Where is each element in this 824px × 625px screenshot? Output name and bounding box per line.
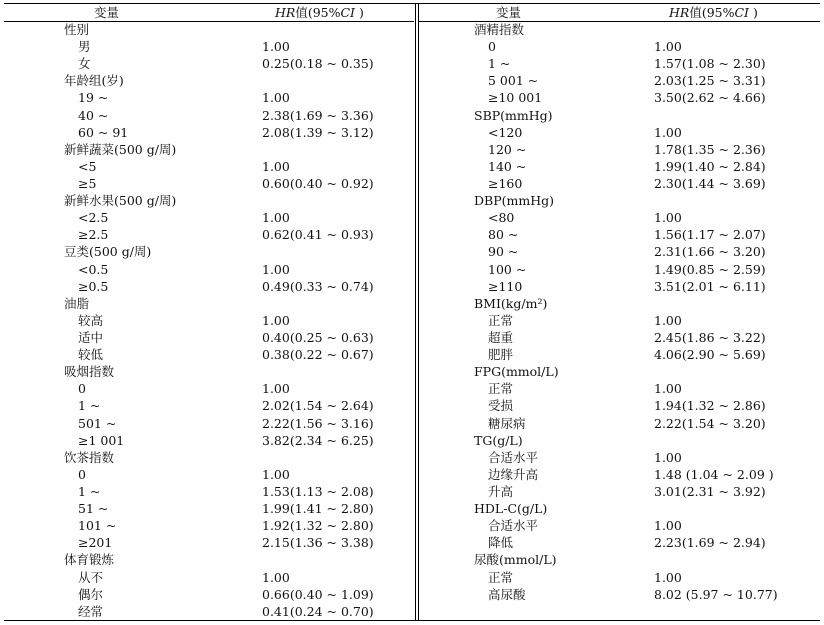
category-label: TG(g/L) [474, 432, 523, 448]
level-label: ≥0.5 [78, 278, 109, 294]
level-label: <5 [78, 158, 97, 174]
level-label: 高尿酸 [488, 586, 526, 602]
level-label: 从不 [78, 569, 104, 585]
level-label: ≥10 001 [488, 90, 543, 106]
level-label: 正常 [488, 381, 514, 397]
level-label: 男 [78, 39, 91, 55]
hr-value: 2.02(1.54 ~ 2.64) [262, 398, 374, 414]
hr-value: 1.56(1.17 ~ 2.07) [654, 227, 766, 243]
hr-value: 2.38(1.69 ~ 3.36) [262, 107, 374, 123]
hr-value: 1.00 [262, 569, 290, 585]
category-label: SBP(mmHg) [474, 107, 553, 123]
level-label: 边缘升高 [488, 466, 539, 482]
hr-value: 1.78(1.35 ~ 2.36) [654, 141, 766, 157]
hr-value: 2.15(1.36 ~ 3.38) [262, 535, 374, 551]
hr-value: 1.92(1.32 ~ 2.80) [262, 518, 374, 534]
category-label: 尿酸(mmol/L) [474, 552, 557, 568]
category-label: 油脂 [64, 295, 90, 311]
header-hr-left: HR值(95%CI ) [275, 5, 364, 20]
level-label: 受损 [488, 398, 514, 414]
header-variable-left: 变量 [94, 5, 120, 20]
level-label: 101 ~ [78, 518, 117, 534]
level-label: 降低 [488, 535, 514, 551]
level-label: <2.5 [78, 210, 109, 226]
category-label: 体育锻炼 [64, 552, 115, 568]
level-label: ≥110 [488, 278, 523, 294]
category-label: 性别 [64, 22, 90, 37]
hr-value: 1.00 [654, 569, 682, 585]
hr-value: 2.31(1.66 ~ 3.20) [654, 244, 766, 260]
hr-value: 1.94(1.32 ~ 2.86) [654, 398, 766, 414]
level-label: 合适水平 [488, 449, 539, 465]
hr-value: 1.48 (1.04 ~ 2.09 ) [654, 466, 774, 482]
hr-value: 0.66(0.40 ~ 1.09) [262, 586, 374, 602]
hr-value: 0.41(0.24 ~ 0.70) [262, 603, 374, 619]
level-label: ≥160 [488, 175, 523, 191]
level-label: 0 [78, 381, 86, 397]
hr-value: 0.25(0.18 ~ 0.35) [262, 56, 374, 72]
level-label: 80 ~ [488, 227, 519, 243]
hr-value: 2.30(1.44 ~ 3.69) [654, 175, 766, 191]
level-label: 1 ~ [78, 398, 101, 414]
hr-value: 2.08(1.39 ~ 3.12) [262, 124, 374, 140]
level-label: 超重 [488, 329, 514, 345]
level-label: ≥1 001 [78, 432, 125, 448]
column-divider [415, 3, 416, 621]
hr-value: 1.00 [654, 312, 682, 328]
hr-value: 3.82(2.34 ~ 6.25) [262, 432, 374, 448]
hr-value: 0.62(0.41 ~ 0.93) [262, 227, 374, 243]
level-label: 40 ~ [78, 107, 109, 123]
bottom-rule [4, 620, 820, 621]
hr-value: 1.99(1.40 ~ 2.84) [654, 158, 766, 174]
level-label: 糖尿病 [488, 415, 526, 431]
hr-value: 1.99(1.41 ~ 2.80) [262, 501, 374, 517]
hr-value: 2.03(1.25 ~ 3.31) [654, 73, 766, 89]
level-label: 1 ~ [78, 483, 101, 499]
level-label: ≥201 [78, 535, 113, 551]
hr-value: 1.00 [262, 261, 290, 277]
level-label: 5 001 ~ [488, 73, 539, 89]
level-label: 较高 [78, 312, 104, 328]
category-label: 豆类(500 g/周) [64, 244, 152, 260]
hr-value: 1.00 [262, 158, 290, 174]
column-divider-2 [418, 3, 419, 621]
hr-value: 1.00 [654, 39, 682, 55]
category-label: 饮茶指数 [64, 449, 115, 465]
category-label: HDL-C(g/L) [474, 501, 548, 517]
level-label: 60 ~ 91 [78, 124, 129, 140]
hr-value: 0.60(0.40 ~ 0.92) [262, 175, 374, 191]
level-label: 肥胖 [488, 347, 514, 363]
hr-value: 0.49(0.33 ~ 0.74) [262, 278, 374, 294]
level-label: 90 ~ [488, 244, 519, 260]
header-variable-right: 变量 [496, 5, 522, 20]
level-label: ≥2.5 [78, 227, 109, 243]
level-label: 0 [488, 39, 496, 55]
hr-value: 1.00 [654, 381, 682, 397]
level-label: 0 [78, 466, 86, 482]
level-label: 较低 [78, 347, 104, 363]
category-label: BMI(kg/m²) [474, 295, 548, 311]
level-label: 适中 [78, 329, 104, 345]
level-label: 经常 [78, 603, 104, 619]
level-label: 51 ~ [78, 501, 109, 517]
level-label: <80 [488, 210, 515, 226]
hr-value: 1.00 [654, 124, 682, 140]
category-label: 酒精指数 [474, 22, 525, 37]
level-label: 升高 [488, 483, 514, 499]
hr-value: 1.00 [262, 90, 290, 106]
hr-value: 1.00 [262, 466, 290, 482]
level-label: 女 [78, 56, 91, 72]
header-hr-right: HR值(95%CI ) [669, 5, 758, 20]
level-label: 140 ~ [488, 158, 527, 174]
level-label: 合适水平 [488, 518, 539, 534]
level-label: ≥5 [78, 175, 97, 191]
hr-value: 2.22(1.54 ~ 3.20) [654, 415, 766, 431]
hr-value: 1.49(0.85 ~ 2.59) [654, 261, 766, 277]
hr-value: 1.00 [262, 312, 290, 328]
hr-value: 3.01(2.31 ~ 3.92) [654, 483, 766, 499]
level-label: <120 [488, 124, 523, 140]
hr-value: 4.06(2.90 ~ 5.69) [654, 347, 766, 363]
level-label: 偶尔 [78, 586, 104, 602]
hr-value: 1.00 [654, 449, 682, 465]
level-label: 19 ~ [78, 90, 109, 106]
level-label: 100 ~ [488, 261, 527, 277]
hr-value: 2.45(1.86 ~ 3.22) [654, 329, 766, 345]
hr-value: 1.00 [262, 210, 290, 226]
hr-value: 1.00 [654, 518, 682, 534]
hr-value: 8.02 (5.97 ~ 10.77) [654, 586, 778, 602]
hr-value: 2.22(1.56 ~ 3.16) [262, 415, 374, 431]
hr-value: 1.53(1.13 ~ 2.08) [262, 483, 374, 499]
hr-value: 1.00 [654, 210, 682, 226]
hr-value: 1.57(1.08 ~ 2.30) [654, 56, 766, 72]
hr-value: 2.23(1.69 ~ 2.94) [654, 535, 766, 551]
category-label: 新鲜蔬菜(500 g/周) [64, 141, 177, 157]
level-label: 501 ~ [78, 415, 117, 431]
hr-value: 0.38(0.22 ~ 0.67) [262, 347, 374, 363]
category-label: FPG(mmol/L) [474, 364, 559, 380]
hr-value: 3.50(2.62 ~ 4.66) [654, 90, 766, 106]
hr-value: 1.00 [262, 381, 290, 397]
level-label: <0.5 [78, 261, 109, 277]
category-label: 新鲜水果(500 g/周) [64, 193, 177, 209]
level-label: 正常 [488, 312, 514, 328]
hr-value: 3.51(2.01 ~ 6.11) [654, 278, 766, 294]
level-label: 1 ~ [488, 56, 511, 72]
level-label: 正常 [488, 569, 514, 585]
category-label: DBP(mmHg) [474, 193, 554, 209]
category-label: 年龄组(岁) [64, 73, 124, 89]
hr-value: 1.00 [262, 39, 290, 55]
hr-value: 0.40(0.25 ~ 0.63) [262, 329, 374, 345]
level-label: 120 ~ [488, 141, 527, 157]
category-label: 吸烟指数 [64, 364, 115, 380]
